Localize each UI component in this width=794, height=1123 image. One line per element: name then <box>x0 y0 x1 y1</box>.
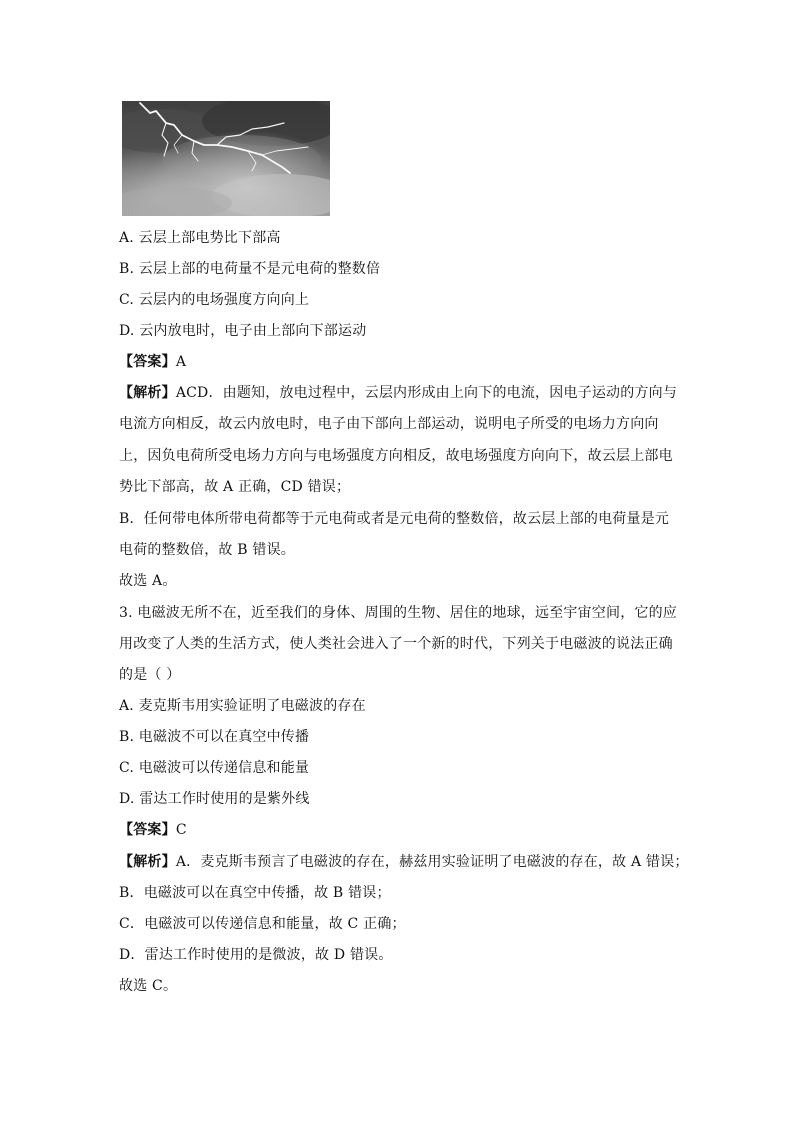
q2-analysis-line: 上，因负电荷所受电场力方向与电场强度方向相反，故电场强度方向向下，故云层上部电 <box>119 448 673 464</box>
q2-analysis-line: B．任何带电体所带电荷都等于元电荷或者是元电荷的整数倍，故云层上部的电荷量是元 <box>119 511 670 527</box>
q3-option-d: D. 雷达工作时使用的是紫外线 <box>119 791 310 807</box>
q2-answer-row <box>119 353 186 371</box>
q2-option-c: C. 云层内的电场强度方向向上 <box>119 292 310 308</box>
lightning-cloud-image <box>122 101 330 216</box>
q3-option-b: B. 电磁波不可以在真空中传播 <box>119 729 310 745</box>
q3-analysis-line: B．电磁波可以在真空中传播，故 B 错误； <box>119 885 391 901</box>
q3-answer-row <box>119 821 187 839</box>
q2-analysis-text: ACD．由题知，放电过程中，云层内形成由上向下的电流，因电子运动的方向与 <box>175 385 678 401</box>
q2-analysis-line: 势比下部高，故 A 正确，CD 错误； <box>119 479 351 495</box>
q2-analysis-line <box>119 384 677 402</box>
q3-analysis-line: C．电磁波可以传递信息和能量，故 C 正确； <box>119 916 406 932</box>
q3-answer-value: C <box>175 822 187 838</box>
q3-answer-tag: 【答案】 <box>119 822 176 838</box>
q3-stem-line: 用改变了人类的生活方式，使人类社会进入了一个新的时代，下列关于电磁波的说法正确 <box>119 636 673 652</box>
q3-analysis-line: D．雷达工作时使用的是微波，故 D 错误。 <box>119 947 393 963</box>
q2-answer-value: A <box>175 354 187 370</box>
q3-stem-line: 3. 电磁波无所不在，近至我们的身体、周围的生物、居住的地球，远至宇宙空间，它的应 <box>119 605 678 621</box>
q2-option-d: D. 云内放电时，电子由上部向下部运动 <box>119 323 367 339</box>
q3-option-c: C. 电磁波可以传递信息和能量 <box>119 760 310 776</box>
q3-conclusion: 故选 C。 <box>119 978 178 994</box>
q2-analysis-line: 电荷的整数倍，故 B 错误。 <box>119 542 295 558</box>
q3-analysis-tag: 【解析】 <box>119 854 176 870</box>
q3-analysis-line <box>119 853 689 871</box>
q2-analysis-tag: 【解析】 <box>119 385 176 401</box>
q2-option-b: B. 云层上部的电荷量不是元电荷的整数倍 <box>119 261 381 277</box>
q2-option-a: A. 云层上部电势比下部高 <box>119 230 281 246</box>
q3-stem-line: 的是（ ） <box>119 667 181 683</box>
q2-answer-tag: 【答案】 <box>119 354 176 370</box>
q2-conclusion: 故选 A。 <box>119 573 177 589</box>
q3-analysis-text: A．麦克斯韦预言了电磁波的存在，赫兹用实验证明了电磁波的存在，故 A 错误； <box>175 854 689 870</box>
q3-option-a: A. 麦克斯韦用实验证明了电磁波的存在 <box>119 698 366 714</box>
q2-analysis-line: 电流方向相反，故云内放电时，电子由下部向上部运动，说明电子所受的电场力方向向 <box>119 416 659 432</box>
